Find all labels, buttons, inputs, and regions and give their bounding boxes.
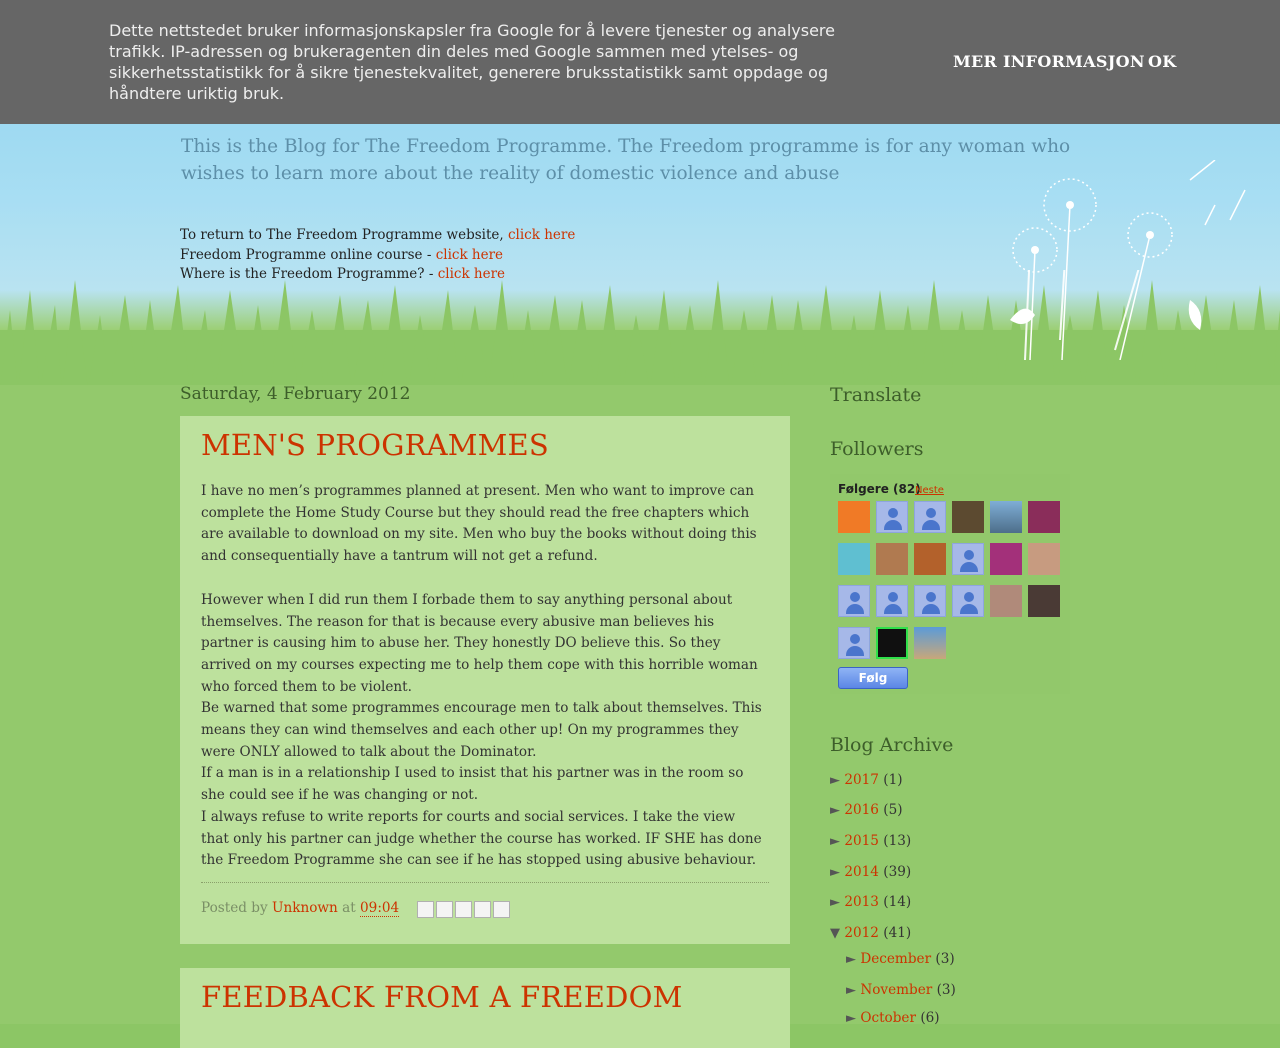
post-paragraph: If a man is in a relationship I used to insist that his partner was in the room so she could see if he was changing or not. bbox=[201, 765, 744, 804]
post-paragraph: I have no men’s programmes planned at present. Men who want to improve can complete the Home Study Course but they should read the free chapters which are available to download on my site. Men who buy the books without doing this and consequentially have a tantrum will not get a refund. bbox=[201, 483, 757, 565]
archive-month-link[interactable]: December bbox=[860, 951, 932, 967]
facebook-share-icon[interactable] bbox=[474, 901, 491, 918]
archive-year-link[interactable]: 2012 bbox=[844, 925, 879, 941]
more-info-button[interactable]: MER INFORMASJON bbox=[953, 52, 1145, 71]
followers-widget bbox=[830, 474, 1070, 694]
follower-avatar[interactable] bbox=[952, 543, 984, 575]
archive-year-2016: ► 2016 (5) bbox=[830, 802, 903, 818]
cookie-banner bbox=[0, 0, 1280, 124]
collapse-toggle-icon[interactable]: ▼ bbox=[830, 926, 840, 941]
blogger-share-icon[interactable] bbox=[436, 901, 453, 918]
archive-month-november: ► November (3) bbox=[846, 982, 956, 998]
follow-button[interactable]: Følg bbox=[838, 667, 908, 689]
expand-toggle-icon[interactable]: ► bbox=[830, 803, 840, 818]
link-line-online-course: Freedom Programme online course - click here bbox=[180, 246, 504, 263]
post-title[interactable]: MEN'S PROGRAMMES bbox=[201, 428, 549, 462]
archive-year-2014: ► 2014 (39) bbox=[830, 864, 912, 880]
followers-heading: Followers bbox=[830, 438, 924, 460]
follower-avatar[interactable] bbox=[990, 501, 1022, 533]
twitter-share-icon[interactable] bbox=[455, 901, 472, 918]
expand-toggle-icon[interactable]: ► bbox=[846, 952, 856, 967]
blog-post bbox=[180, 416, 790, 944]
author-link[interactable]: Unknown bbox=[272, 900, 338, 916]
expand-toggle-icon[interactable]: ► bbox=[846, 1011, 856, 1026]
follower-avatar[interactable] bbox=[1028, 501, 1060, 533]
archive-year-link[interactable]: 2013 bbox=[844, 894, 879, 910]
blog-post-next bbox=[180, 968, 790, 1048]
follower-avatar[interactable] bbox=[876, 627, 908, 659]
follower-avatar[interactable] bbox=[838, 501, 870, 533]
archive-year-link[interactable]: 2017 bbox=[844, 772, 879, 788]
post-divider bbox=[201, 882, 769, 883]
post-footer: Posted by Unknown at 09:04 bbox=[201, 900, 400, 916]
dandelion-decoration bbox=[990, 160, 1260, 360]
post-time-link[interactable]: 09:04 bbox=[360, 900, 400, 916]
follower-avatar[interactable] bbox=[990, 585, 1022, 617]
expand-toggle-icon[interactable]: ► bbox=[830, 865, 840, 880]
followers-count: Følgere (82) bbox=[838, 482, 921, 496]
pinterest-share-icon[interactable] bbox=[493, 901, 510, 918]
date-header: Saturday, 4 February 2012 bbox=[180, 384, 411, 404]
archive-year-2015: ► 2015 (13) bbox=[830, 833, 912, 849]
post-paragraph: I always refuse to write reports for courts and social services. I take the view that only his partner can judge whether the course has worked. IF SHE has done the Freedom Programme she can see if he has stopped using abusive behaviour. bbox=[201, 808, 762, 869]
archive-year-link[interactable]: 2016 bbox=[844, 802, 879, 818]
expand-toggle-icon[interactable]: ► bbox=[830, 834, 840, 849]
follower-avatar[interactable] bbox=[838, 585, 870, 617]
follower-avatar[interactable] bbox=[838, 543, 870, 575]
expand-toggle-icon[interactable]: ► bbox=[846, 983, 856, 998]
archive-heading: Blog Archive bbox=[830, 734, 954, 756]
archive-month-link[interactable]: October bbox=[860, 1010, 916, 1026]
archive-year-2013: ► 2013 (14) bbox=[830, 894, 912, 910]
follower-avatar[interactable] bbox=[914, 501, 946, 533]
post-paragraph: Be warned that some programmes encourage men to talk about themselves. This means they can wind themselves and each other up! On my programmes they were ONLY allowed to talk about the Dominator. bbox=[201, 700, 762, 760]
follower-avatar[interactable] bbox=[876, 501, 908, 533]
follower-avatar[interactable] bbox=[952, 501, 984, 533]
ok-button[interactable]: OK bbox=[1148, 52, 1177, 71]
header-links bbox=[180, 226, 575, 285]
follower-avatar[interactable] bbox=[838, 627, 870, 659]
email-share-icon[interactable] bbox=[417, 901, 434, 918]
follower-avatar[interactable] bbox=[952, 585, 984, 617]
follower-avatar[interactable] bbox=[1028, 543, 1060, 575]
where-link[interactable]: click here bbox=[437, 266, 506, 282]
archive-month-october: ► October (6) bbox=[846, 1010, 940, 1026]
followers-next-link[interactable]: Neste bbox=[915, 485, 944, 496]
blog-description: This is the Blog for The Freedom Programme. The Freedom programme is for any woman who wishes to learn more about the reality of domestic violence and abuse bbox=[181, 136, 1071, 184]
follower-avatar[interactable] bbox=[914, 585, 946, 617]
archive-year-2017: ► 2017 (1) bbox=[830, 772, 903, 788]
archive-year-2012: ▼ 2012 (41) bbox=[830, 925, 912, 941]
follower-avatar[interactable] bbox=[914, 627, 946, 659]
follower-avatar[interactable] bbox=[914, 543, 946, 575]
link-line-website: To return to The Freedom Programme website, click here bbox=[180, 227, 576, 243]
post-paragraph: However when I did run them I forbade them to say anything personal about themselves. The reason for that is because every abusive man believes his partner is causing him to abuse her. They honestly DO believe this. So they arrived on my courses expecting me to help them cope with this horrible woman who forced them to be violent. bbox=[201, 591, 758, 695]
website-link[interactable]: click here bbox=[507, 227, 576, 243]
share-buttons bbox=[417, 901, 512, 918]
archive-year-link[interactable]: 2014 bbox=[844, 864, 879, 880]
next-post-title[interactable]: FEEDBACK FROM A FREEDOM bbox=[201, 980, 683, 1014]
expand-toggle-icon[interactable]: ► bbox=[830, 773, 840, 788]
follower-avatar[interactable] bbox=[876, 543, 908, 575]
cookie-banner-text: Dette nettstedet bruker informasjonskapsler fra Google for å levere tjenester og analysere trafikk. IP-adressen og brukeragenten din deles med Google sammen med ytelses- og sikkerhetsstatistikk for å sikre tjenestekvalitet, generere bruksstatistikk samt oppdage og håndtere uriktig bruk. bbox=[109, 21, 835, 103]
archive-month-link[interactable]: November bbox=[860, 982, 933, 998]
post-body bbox=[201, 481, 766, 872]
archive-year-link[interactable]: 2015 bbox=[844, 833, 879, 849]
expand-toggle-icon[interactable]: ► bbox=[830, 895, 840, 910]
follower-avatar[interactable] bbox=[990, 543, 1022, 575]
follower-avatar[interactable] bbox=[1028, 585, 1060, 617]
online-course-link[interactable]: click here bbox=[435, 246, 504, 263]
translate-heading: Translate bbox=[830, 384, 922, 406]
link-line-where: Where is the Freedom Programme? - click here bbox=[180, 266, 506, 282]
follower-avatar[interactable] bbox=[876, 585, 908, 617]
archive-month-december: ► December (3) bbox=[846, 951, 955, 967]
